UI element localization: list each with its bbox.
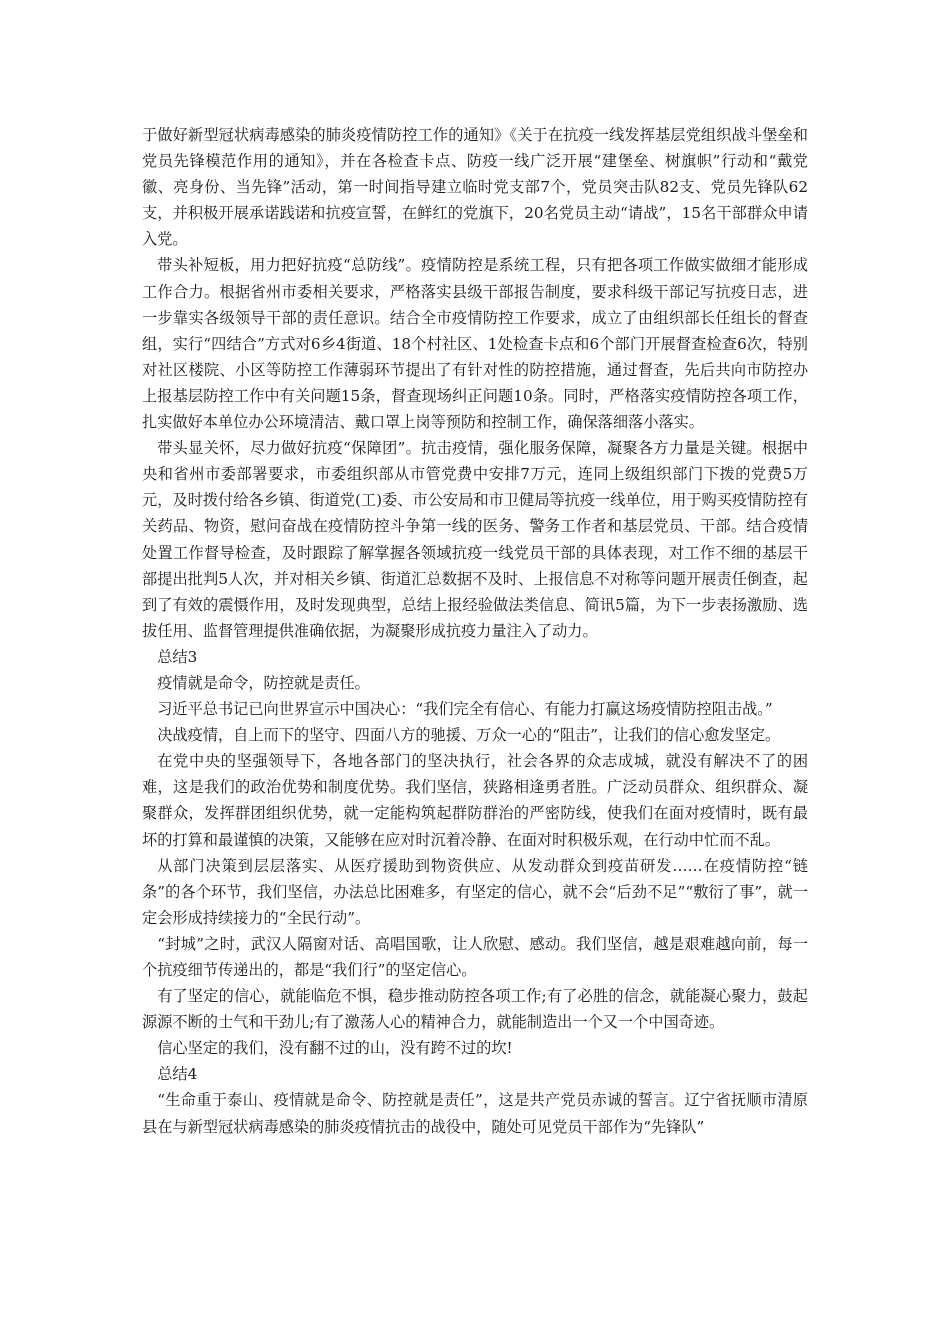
paragraph: 在党中央的坚强领导下，各地各部门的坚决执行，社会各界的众志成城，就没有解决不了的困难，这是我们的政治优势和制度优势。我们坚信，狭路相逢勇者胜。广泛动员群众、组织群众、凝聚群众，发挥群团组织优势，就一定能构筑起群防群治的严密防线，使我们在面对疫情时，既有最坏的打算和最谨慎的决策，又能够在应对时沉着冷静、在面对时积极乐观，在行动中忙而不乱。: [142, 752, 808, 849]
paragraph: 于做好新型冠状病毒感染的肺炎疫情防控工作的通知》《关于在抗疫一线发挥基层党组织战斗堡垒和党员先锋模范作用的通知》，并在各检查卡点、防疫一线广泛开展“建堡垒、树旗帜”行动和“戴党徽、亮身份、当先锋”活动，第一时间指导建立临时党支部7个，党员突击队82支、党员先锋队62支，并积极开展承诺践诺和抗疫宣誓，在鲜红的党旗下，20名党员主动“请战”，15名干部群众申请入党。: [142, 126, 808, 249]
section-heading: 总结3: [157, 647, 198, 666]
paragraph: 疫情就是命令，防控就是责任。: [157, 673, 370, 692]
paragraph: “生命重于泰山、疫情就是命令、防控就是责任”，这是共产党员赤诚的誓言。辽宁省抚顺市清原县在与新型冠状病毒感染的肺炎疫情抗击的战役中，随处可见党员干部作为“先锋队”: [142, 1091, 808, 1136]
paragraph: 从部门决策到层层落实、从医疗援助到物资供应、从发动群众到疫苗研发……在疫情防控“链条”的各个环节，我们坚信，办法总比困难多，有坚定的信心，就不会“后劲不足”“敷衍了事”，就一定会形成持续接力的“全民行动”。: [142, 856, 808, 927]
paragraph: “封城”之时，武汉人隔窗对话、高唱国歌，让人欣慰、感动。我们坚信，越是艰难越向前，每一个抗疫细节传递出的，都是“我们行”的坚定信心。: [142, 934, 808, 979]
paragraph: 决战疫情，自上而下的坚守、四面八方的驰援、万众一心的“阻击”，让我们的信心愈发坚定。: [157, 726, 781, 745]
document-body: [142, 122, 808, 1140]
paragraph: 带头显关怀，尽力做好抗疫“保障团”。抗击疫情，强化服务保障，凝聚各方力量是关键。根据中央和省州市委部署要求，市委组织部从市管党费中安排7万元，连同上级组织部门下拨的党费5万元，及时拨付给各乡镇、街道党(工)委、市公安局和市卫健局等抗疫一线单位，用于购买疫情防控有关药品、物资，慰问奋战在疫情防控斗争第一线的医务、警务工作者和基层党员、干部。结合疫情处置工作督导检查，及时跟踪了解掌握各领域抗疫一线党员干部的具体表现，对工作不细的基层干部提出批判5人次，并对相关乡镇、街道汇总数据不及时、上报信息不对称等问题开展责任倒查，起到了有效的震慑作用，及时发现典型，总结上报经验做法类信息、简讯5篇，为下一步表扬激励、选拔任用、监督管理提供准确依据，为凝聚形成抗疫力量注入了动力。: [142, 439, 808, 640]
paragraph: 带头补短板，用力把好抗疫“总防线”。疫情防控是系统工程，只有把各项工作做实做细才能形成工作合力。根据省州市委相关要求，严格落实县级干部报告制度，要求科级干部记写抗疫日志，进一步靠实各级领导干部的责任意识。结合全市疫情防控工作要求，成立了由组织部长任组长的督查组，实行“四结合”方式对6乡4街道、18个村社区、1处检查卡点和6个部门开展督查检查6次，特别对社区楼院、小区等防控工作薄弱环节提出了有针对性的防控措施，通过督查，先后共向市防控办上报基层防控工作中有关问题15条，督查现场纠正问题10条。同时，严格落实疫情防控各项工作，扎实做好本单位办公环境清洁、戴口罩上岗等预防和控制工作，确保落细落小落实。: [142, 256, 808, 432]
paragraph: 习近平总书记已向世界宣示中国决心：“我们完全有信心、有能力打赢这场疫情防控阻击战。”: [157, 700, 773, 719]
paragraph: 信心坚定的我们，没有翻不过的山，没有跨不过的坎!: [157, 1039, 513, 1058]
section-heading: 总结4: [157, 1065, 198, 1084]
paragraph: 有了坚定的信心，就能临危不惧，稳步推动防控各项工作;有了必胜的信念，就能凝心聚力，鼓起源源不断的士气和干劲儿;有了激荡人心的精神合力，就能制造出一个又一个中国奇迹。: [142, 987, 808, 1032]
